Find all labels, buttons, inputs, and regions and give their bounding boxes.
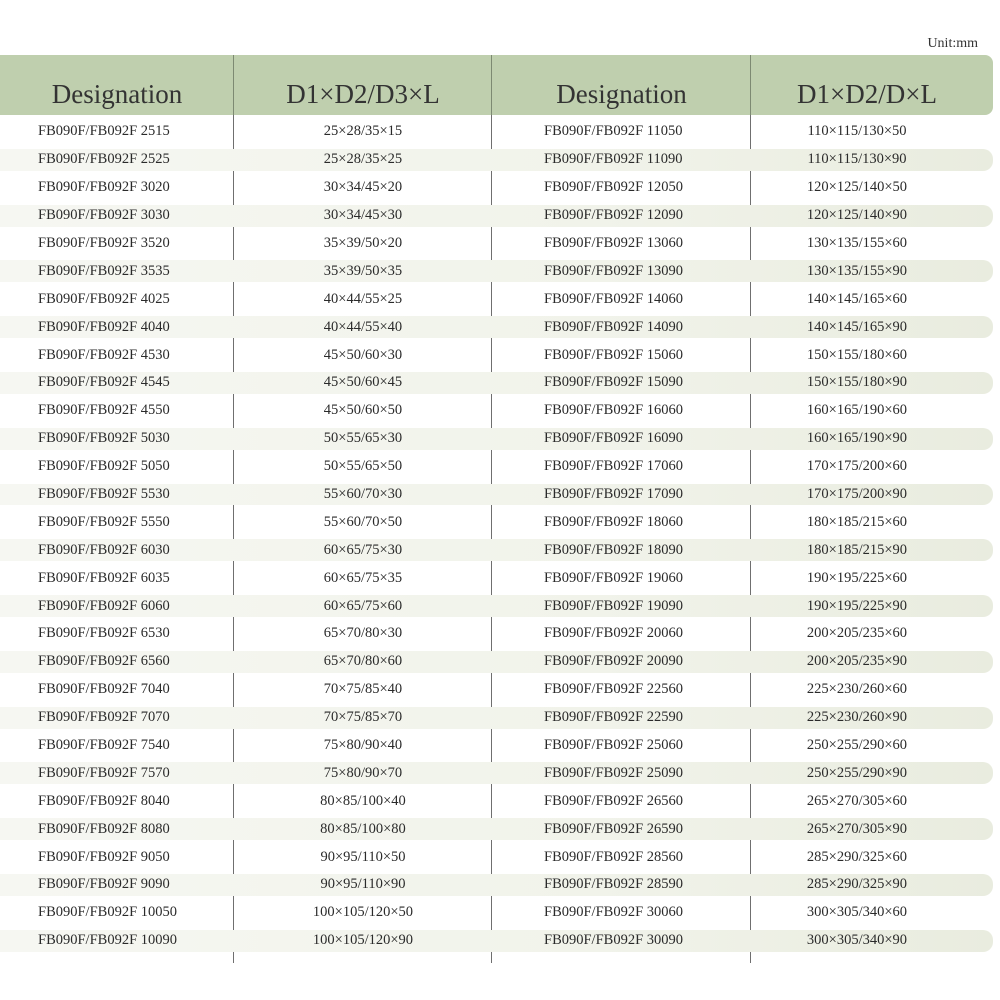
designation-cell: FB090F/FB092F 15060 — [544, 346, 684, 363]
header-designation-right — [492, 55, 751, 115]
table-row — [0, 815, 993, 843]
designation-cell: FB090F/FB092F 9050 — [38, 848, 170, 865]
table-row — [0, 425, 993, 453]
table-row — [0, 202, 993, 230]
dimensions-cell: 250×255/290×90 — [806, 764, 908, 781]
dimensions-cell: 60×65/75×30 — [323, 541, 403, 558]
table-row — [0, 174, 993, 202]
dimensions-cell: 225×230/260×60 — [806, 681, 908, 698]
dimensions-cell: 80×85/100×40 — [320, 792, 406, 809]
table-row — [0, 620, 993, 648]
designation-cell: FB090F/FB092F 20090 — [544, 653, 684, 670]
table-row — [0, 787, 993, 815]
designation-cell: FB090F/FB092F 4530 — [38, 346, 170, 363]
dimensions-cell: 160×165/190×90 — [806, 430, 908, 447]
designation-cell: FB090F/FB092F 28560 — [544, 848, 684, 865]
table-row — [0, 759, 993, 787]
table-row — [0, 481, 993, 509]
table-body — [0, 118, 993, 955]
dimensions-cell: 250×255/290×60 — [806, 737, 908, 754]
dimensions-cell: 60×65/75×60 — [323, 597, 403, 614]
table-row — [0, 118, 993, 146]
dimensions-cell: 65×70/80×60 — [323, 653, 403, 670]
designation-cell: FB090F/FB092F 25060 — [544, 737, 684, 754]
header-dimensions-right — [751, 55, 993, 115]
dimensions-cell: 45×50/60×45 — [323, 374, 403, 391]
dimensions-cell: 65×70/80×30 — [323, 625, 403, 642]
designation-cell: FB090F/FB092F 11050 — [544, 123, 683, 140]
dimensions-cell: 285×290/325×90 — [806, 876, 908, 893]
table-row — [0, 369, 993, 397]
dimensions-cell: 180×185/215×90 — [806, 541, 908, 558]
dimensions-cell: 75×80/90×70 — [323, 764, 403, 781]
designation-cell: FB090F/FB092F 12090 — [544, 207, 684, 224]
designation-cell: FB090F/FB092F 9090 — [38, 876, 170, 893]
designation-cell: FB090F/FB092F 20060 — [544, 625, 684, 642]
designation-cell: FB090F/FB092F 17090 — [544, 486, 684, 503]
table-row — [0, 453, 993, 481]
designation-cell: FB090F/FB092F 2525 — [38, 151, 170, 168]
designation-cell: FB090F/FB092F 26590 — [544, 820, 684, 837]
dimensions-cell: 50×55/65×30 — [323, 430, 403, 447]
dimensions-cell: 40×44/55×25 — [323, 290, 403, 307]
dimensions-cell: 170×175/200×60 — [806, 458, 908, 475]
designation-cell: FB090F/FB092F 18060 — [544, 513, 684, 530]
dimensions-cell: 170×175/200×90 — [806, 486, 908, 503]
designation-cell: FB090F/FB092F 6035 — [38, 569, 170, 586]
designation-cell: FB090F/FB092F 14060 — [544, 290, 684, 307]
designation-cell: FB090F/FB092F 28590 — [544, 876, 684, 893]
dimensions-cell: 40×44/55×40 — [323, 318, 403, 335]
table-row — [0, 536, 993, 564]
dimensions-cell: 80×85/100×80 — [320, 820, 406, 837]
table-row — [0, 313, 993, 341]
dimensions-cell: 45×50/60×30 — [323, 346, 403, 363]
dimensions-cell: 60×65/75×35 — [323, 569, 403, 586]
designation-cell: FB090F/FB092F 10090 — [38, 932, 178, 949]
designation-cell: FB090F/FB092F 14090 — [544, 318, 684, 335]
designation-cell: FB090F/FB092F 6060 — [38, 597, 170, 614]
dimensions-cell: 50×55/65×50 — [323, 458, 403, 475]
designation-cell: FB090F/FB092F 5030 — [38, 430, 170, 447]
designation-cell: FB090F/FB092F 15090 — [544, 374, 684, 391]
designation-cell: FB090F/FB092F 19090 — [544, 597, 684, 614]
dimensions-cell: 25×28/35×15 — [323, 123, 403, 140]
designation-cell: FB090F/FB092F 7570 — [38, 764, 170, 781]
table-row — [0, 676, 993, 704]
dimensions-cell: 35×39/50×35 — [323, 262, 403, 279]
designation-cell: FB090F/FB092F 5550 — [38, 513, 170, 530]
designation-cell: FB090F/FB092F 12050 — [544, 179, 684, 196]
header-label: D1×D2/D3×L — [286, 78, 440, 109]
header-dimensions-left — [234, 55, 492, 115]
dimensions-cell: 55×60/70×50 — [323, 513, 403, 530]
table-row — [0, 508, 993, 536]
designation-cell: FB090F/FB092F 4025 — [38, 290, 170, 307]
designation-cell: FB090F/FB092F 30060 — [544, 904, 684, 921]
designation-cell: FB090F/FB092F 13090 — [544, 262, 684, 279]
dimensions-cell: 180×185/215×60 — [806, 513, 908, 530]
dimensions-cell: 120×125/140×90 — [806, 207, 908, 224]
table-row — [0, 592, 993, 620]
designation-cell: FB090F/FB092F 4545 — [38, 374, 170, 391]
dimensions-cell: 90×95/110×50 — [320, 848, 406, 865]
designation-cell: FB090F/FB092F 6530 — [38, 625, 170, 642]
dimensions-cell: 225×230/260×90 — [806, 709, 908, 726]
designation-cell: FB090F/FB092F 10050 — [38, 904, 178, 921]
header-label: Designation — [51, 78, 183, 109]
designation-cell: FB090F/FB092F 19060 — [544, 569, 684, 586]
table-row — [0, 146, 993, 174]
table-row — [0, 397, 993, 425]
unit-label: Unit:mm — [927, 36, 978, 51]
table-row — [0, 871, 993, 899]
dimensions-cell: 100×105/120×50 — [312, 904, 414, 921]
dimensions-cell: 300×305/340×90 — [806, 932, 908, 949]
dimensions-cell: 190×195/225×90 — [806, 597, 908, 614]
designation-cell: FB090F/FB092F 4040 — [38, 318, 170, 335]
designation-cell: FB090F/FB092F 16060 — [544, 402, 684, 419]
dimensions-cell: 200×205/235×60 — [806, 625, 908, 642]
dimensions-cell: 30×34/45×20 — [323, 179, 403, 196]
designation-cell: FB090F/FB092F 5530 — [38, 486, 170, 503]
dimensions-cell: 35×39/50×20 — [323, 235, 403, 251]
designation-cell: FB090F/FB092F 22590 — [544, 709, 684, 726]
designation-cell: FB090F/FB092F 2515 — [38, 123, 170, 140]
dimensions-cell: 120×125/140×50 — [806, 179, 908, 196]
table-header — [0, 55, 993, 115]
dimensions-cell: 55×60/70×30 — [323, 486, 403, 503]
dimensions-cell: 45×50/60×50 — [323, 402, 403, 419]
dimensions-cell: 130×135/155×90 — [806, 262, 908, 279]
table-row — [0, 648, 993, 676]
designation-cell: FB090F/FB092F 16090 — [544, 430, 684, 447]
dimensions-cell: 25×28/35×25 — [323, 151, 403, 168]
table-row — [0, 927, 993, 955]
table-row — [0, 899, 993, 927]
designation-cell: FB090F/FB092F 8040 — [38, 792, 170, 809]
designation-cell: FB090F/FB092F 7040 — [38, 681, 170, 698]
designation-cell: FB090F/FB092F 25090 — [544, 764, 684, 781]
table-row — [0, 285, 993, 313]
dimensions-cell: 110×115/130×50 — [807, 123, 907, 140]
dimensions-cell: 150×155/180×90 — [806, 374, 908, 391]
designation-cell: FB090F/FB092F 13060 — [544, 235, 684, 251]
dimensions-cell: 160×165/190×60 — [806, 402, 908, 419]
designation-cell: FB090F/FB092F 6560 — [38, 653, 170, 670]
header-label: D1×D2/D×L — [797, 78, 937, 109]
designation-cell: FB090F/FB092F 3535 — [38, 262, 170, 279]
designation-cell: FB090F/FB092F 3030 — [38, 207, 170, 224]
dimensions-cell: 90×95/110×90 — [320, 876, 406, 893]
designation-cell: FB090F/FB092F 6030 — [38, 541, 170, 558]
table-row — [0, 732, 993, 760]
dimensions-cell: 70×75/85×40 — [323, 681, 403, 698]
dimensions-cell: 300×305/340×60 — [806, 904, 908, 921]
header-designation-left — [0, 55, 234, 115]
designation-cell: FB090F/FB092F 30090 — [544, 932, 684, 949]
dimensions-cell: 130×135/155×60 — [806, 235, 908, 251]
designation-cell: FB090F/FB092F 7540 — [38, 737, 170, 754]
designation-cell: FB090F/FB092F 5050 — [38, 458, 170, 475]
table-row — [0, 341, 993, 369]
designation-cell: FB090F/FB092F 26560 — [544, 792, 684, 809]
dimensions-cell: 285×290/325×60 — [806, 848, 908, 865]
designation-cell: FB090F/FB092F 22560 — [544, 681, 684, 698]
table-row — [0, 230, 993, 258]
designation-cell: FB090F/FB092F 8080 — [38, 820, 170, 837]
dimensions-cell: 190×195/225×60 — [806, 569, 908, 586]
dimensions-cell: 75×80/90×40 — [323, 737, 403, 754]
header-label: Designation — [556, 78, 687, 109]
designation-cell: FB090F/FB092F 3520 — [38, 235, 170, 251]
table-row — [0, 257, 993, 285]
table-row — [0, 843, 993, 871]
designation-cell: FB090F/FB092F 18090 — [544, 541, 684, 558]
designation-cell: FB090F/FB092F 7070 — [38, 709, 170, 726]
table-row — [0, 564, 993, 592]
designation-cell: FB090F/FB092F 11090 — [544, 151, 683, 168]
dimensions-cell: 140×145/165×90 — [806, 318, 908, 335]
designation-cell: FB090F/FB092F 3020 — [38, 179, 170, 196]
dimensions-cell: 265×270/305×60 — [806, 792, 908, 809]
designation-cell: FB090F/FB092F 4550 — [38, 402, 170, 419]
dimensions-cell: 140×145/165×60 — [806, 290, 908, 307]
dimensions-cell: 70×75/85×70 — [323, 709, 403, 726]
dimensions-cell: 150×155/180×60 — [806, 346, 908, 363]
dimensions-cell: 265×270/305×90 — [806, 820, 908, 837]
dimensions-cell: 100×105/120×90 — [312, 932, 414, 949]
dimensions-cell: 30×34/45×30 — [323, 207, 403, 224]
designation-cell: FB090F/FB092F 17060 — [544, 458, 684, 475]
dimensions-cell: 110×115/130×90 — [807, 151, 907, 168]
dimensions-cell: 200×205/235×90 — [806, 653, 908, 670]
table-row — [0, 704, 993, 732]
